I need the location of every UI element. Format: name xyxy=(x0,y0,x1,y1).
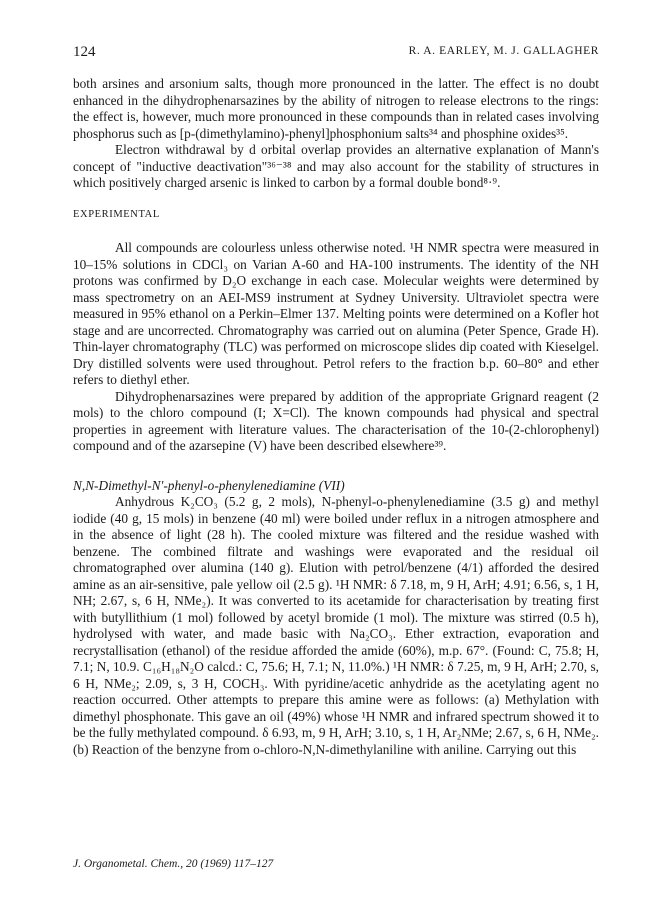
paragraph-4: Dihydrophenarsazines were prepared by addition of the appropriate Grignard reagent (2 mols) to the chloro compound (I; X=Cl). The known compounds had physical and spectral properties in agreement with literature values. The characterisation of the 10-(2-chlorophenyl) compound and of the azarsepine (V) have been described elsewhere³⁹. xyxy=(73,388,599,453)
page-number: 124 xyxy=(73,44,96,60)
paragraph-1: both arsines and arsonium salts, though more pronounced in the latter. The effect is no doubt enhanced in the dihydrophenarsazines by the ability of nitrogen to release electrons to the rings: the effect is, however, much more pronounced in these compounds than in related cases involving phosphorus such as [p-(dimethylamino)-phenyl]phosphonium salts³⁴ and phosphine oxides³⁵. xyxy=(73,76,599,141)
spacer xyxy=(73,455,599,467)
compound-subheading: N,N-Dimethyl-N'-phenyl-o-phenylenediamine (VII) xyxy=(73,477,345,493)
journal-footer: J. Organometal. Chem., 20 (1969) 117–127 xyxy=(73,858,274,870)
article-body xyxy=(73,76,599,758)
section-heading-experimental: EXPERIMENTAL xyxy=(73,208,160,220)
paragraph-2: Electron withdrawal by d orbital overlap provides an alternative explanation of Mann's concept of "inductive deactivation"³⁶⁻³⁸ and may also account for the stability of structures in which positively charged arsenic is linked to carbon by a formal double bond⁸·⁹. xyxy=(73,142,599,190)
paragraph-5: Anhydrous K₂CO₃ (5.2 g, 2 mols), N-phenyl-o-phenylenediamine (3.5 g) and methyl iodide (40 g, 15 mols) in benzene (40 ml) were boiled under reflux in a nitrogen atmosphere and in the absence of light (28 h). The cooled mixture was filtered and the residue washed with benzene. The combined filtrate and washings were evaporated and the residual oil chromatographed over alumina (140 g). Elution with petrol/benzene (4/1) afforded the desired amine as an air-sensitive, pale yellow oil (2.5 g). ¹H NMR: δ 7.18, m, 9 H, ArH; 4.91; 6.56, s, 1 H, NH; 2.67, s, 6 H, NMe₂). It was converted to its acetamide for characterisation by treating first with butyllithium (1 mol) followed by acetyl bromide (1 mol). The mixture was stirred (0.5 h), hydrolysed with water, and made basic with Na₂CO₃. Ether extraction, evaporation and recrystallisation (ethanol) of the residue afforded the amide (60%), m.p. 67°. (Found: C, 75.8; H, 7.1; N, 10.9. C₁₆H₁₈N₂O calcd.: C, 75.6; H, 7.1; N, 11.0%.) ¹H NMR: δ 7.25, m, 9 H, ArH; 2.70, s, 6 H, NMe₂; 2.09, s, 3 H, COCH₃. With pyridine/acetic anhydride as the acetylating agent no reaction occurred. Other attempts to prepare this amine were as follows: (a) Methylation with dimethyl phosphonate. This gave an oil (49%) whose ¹H NMR and infrared spectrum showed it to be the fully methylated compound. δ 6.93, m, 9 H, ArH; 3.10, s, 1 H, Ar₂NMe; 2.67, s, 6 H, NMe₂. (b) Reaction of the benzyne from o-chloro-N,N-dimethylaniline with aniline. Carrying out this xyxy=(73,494,599,757)
running-head-authors: R. A. EARLEY, M. J. GALLAGHER xyxy=(408,45,599,57)
page-header xyxy=(73,44,599,64)
paragraph-3: All compounds are colourless unless otherwise noted. ¹H NMR spectra were measured in 10–15% solutions in CDCl₃ on Varian A-60 and HA-100 instruments. The identity of the NH protons was confirmed by D₂O exchange in each case. Molecular weights were determined by mass spectrometry on an AEI-MS9 instrument at Sydney University. Ultraviolet spectra were measured in 95% ethanol on a Perkin–Elmer 137. Melting points were determined on a Kofler hot stage and are uncorrected. Chromatography was carried out on alumina (Peter Spence, Grade H). Thin-layer chromatography (TLC) was performed on microscope slides dip coated with Kieselgel. Dry distilled solvents were used throughout. Petrol refers to the fraction b.p. 60–80° and ether refers to diethyl ether. xyxy=(73,240,599,387)
